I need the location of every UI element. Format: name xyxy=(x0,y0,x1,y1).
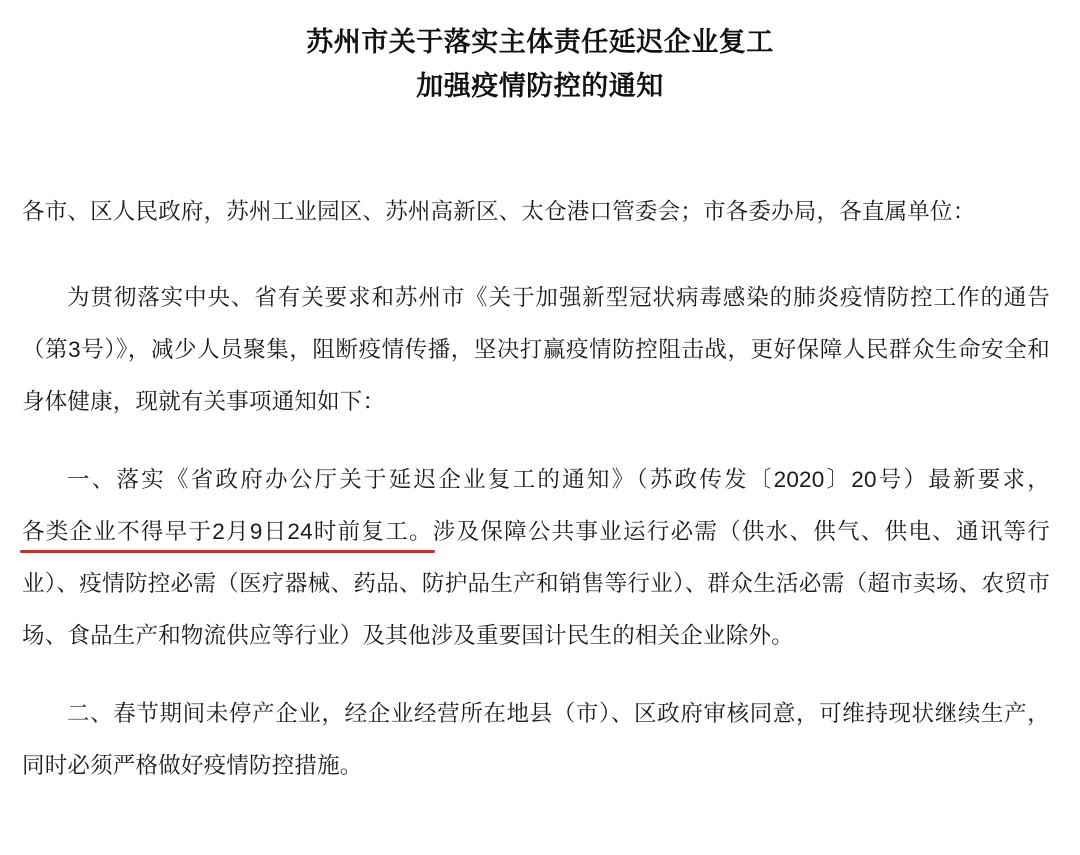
title-body-spacer xyxy=(0,108,1080,186)
paragraph-spacer-1 xyxy=(22,238,1050,272)
paragraph-item-one xyxy=(22,454,1050,662)
paragraph-spacer-3 xyxy=(22,662,1050,688)
item-one-rest: 涉及保障公共事业运行必需（供水、供气、供电、通讯等行业）、疫情防控必需（医疗器械、药品、防护品生产和销售等行业）、群众生活必需（超市卖场、农贸市场、食品生产和物流供应等行业）及其他涉及重要国计民生的相关企业除外。 xyxy=(22,519,1050,648)
title-line-2: 加强疫情防控的通知 xyxy=(416,71,664,101)
title-line-1: 苏州市关于落实主体责任延迟企业复工 xyxy=(306,27,774,57)
paragraph-preamble: 为贯彻落实中央、省有关要求和苏州市《关于加强新型冠状病毒感染的肺炎疫情防控工作的通告（第3号）》，减少人员聚集，阻断疫情传播，坚决打赢疫情防控阻击战，更好保障人民群众生命安全和身体健康，现就有关事项通知如下： xyxy=(22,285,1050,414)
document-body xyxy=(0,186,1080,792)
salutation: 各市、区人民政府，苏州工业园区、苏州高新区、太仓港口管委会；市各委办局，各直属单位： xyxy=(22,199,976,224)
paragraph-spacer-2 xyxy=(22,428,1050,454)
item-one-highlighted: 各类企业不得早于2月9日24时前复工。 xyxy=(22,519,433,544)
paragraph-item-two: 二、春节期间未停产企业，经企业经营所在地县（市）、区政府审核同意，可维持现状继续生产，同时必须严格做好疫情防控措施。 xyxy=(22,701,1050,778)
page-title xyxy=(0,0,1080,108)
item-one-lead: 一、落实《省政府办公厅关于延迟企业复工的通知》（苏政传发〔2020〕20号）最新要求， xyxy=(67,467,1050,492)
